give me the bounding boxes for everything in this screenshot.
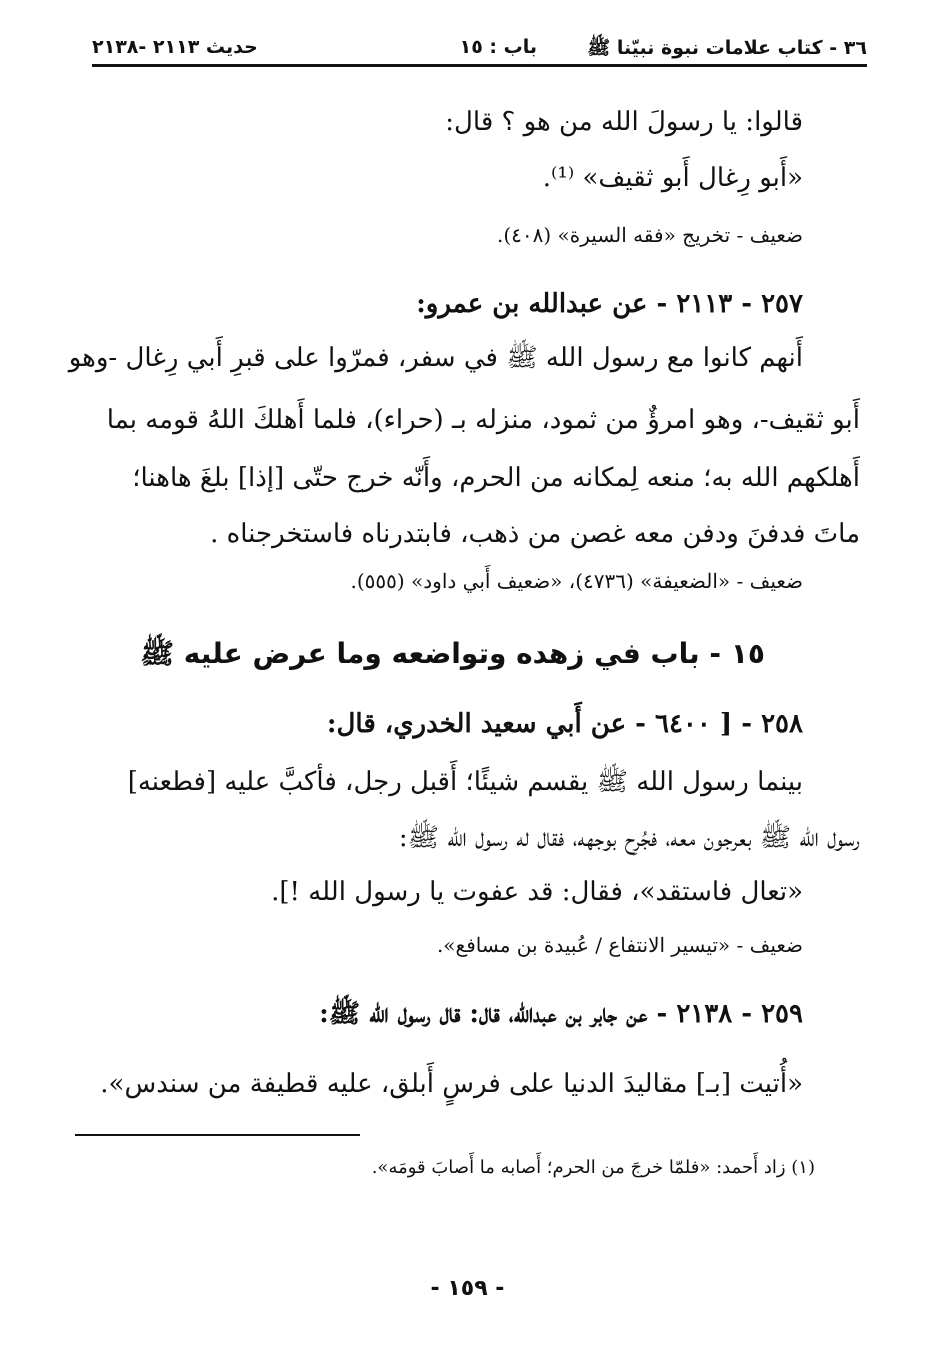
grading-line: ضعيف - «الضعيفة» (٤٧٣٦)، «ضعيف أَبي داود» (٥٥٥). <box>350 569 803 593</box>
grading-line: ضعيف - «تيسير الانتفاع / عُبيدة بن مسافع». <box>436 933 803 957</box>
text-line: ماتَ فدفنَ ودفن معه غصن من ذهب، فابتدرناه فاستخرجناه . <box>210 519 860 549</box>
header-book-title: ٣٦ - كتاب علامات نبوة نبيّنا ﷺ <box>587 37 867 59</box>
text-line: «تعال فاستقد»، فقال: قد عفوت يا رسول الله !]. <box>271 877 803 907</box>
text-line: «أُتيت [بـ] مقاليدَ الدنيا على فرسٍ أَبلق، عليه قطيفة من سندس». <box>100 1069 803 1099</box>
chapter-heading: ١٥ - باب في زهده وتواضعه وما عرض عليه ﷺ <box>140 637 765 670</box>
grading-line: ضعيف - تخريج «فقه السيرة» (٤٠٨). <box>496 223 803 247</box>
hadith-number-line: ٢٥٩ - ٢١٣٨ - عن جابر بن عبدالله، قال: قال رسول الله ﷺ: <box>319 999 803 1029</box>
footnote-divider <box>75 1134 360 1136</box>
text-line: أَنهم كانوا مع رسول الله ﷺ في سفر، فمرّوا على قبرِ أَبي رِغال -وهو <box>68 343 803 373</box>
text-line: أَهلكهم الله به؛ منعه لِمكانه من الحرم، وأَنّه خرج حتّى [إذا] بلغَ هاهنا؛ <box>132 463 860 493</box>
page-number: - ١٥٩ - <box>430 1276 505 1301</box>
header-chapter: باب : ١٥ <box>459 36 537 58</box>
text-line: قالوا: يا رسولَ الله من هو ؟ قال: <box>445 107 803 137</box>
text-line: رسول الله ﷺ بعرجون معه، فجُرِح بوجهه، فقال له رسول الله ﷺ: <box>398 823 860 853</box>
hadith-number-line: ٢٥٨ - [ ٦٤٠٠ - عن أَبي سعيد الخدري، قال: <box>326 709 803 739</box>
header-hadith-range: حديث ٢١١٣ -٢١٣٨ <box>92 36 258 58</box>
text-line: بينما رسول الله ﷺ يقسم شيئًا؛ أَقبل رجل، فأكبَّ عليه [فطعنه] <box>127 767 803 797</box>
running-header <box>92 30 867 67</box>
footnote: (١) زاد أَحمد: «فلمّا خرجَ من الحرم؛ أَصابه ما أَصابَ قومَه». <box>371 1157 815 1178</box>
hadith-number-line: ٢٥٧ - ٢١١٣ - عن عبدالله بن عمرو: <box>416 289 803 319</box>
text-line: «أَبو رِغال أَبو ثقيف» ⁽¹⁾. <box>542 163 803 193</box>
text-line: أَبو ثقيف-، وهو امرؤٌ من ثمود، منزله بـ (حراء)، فلما أَهلكَ اللهُ قومه بما <box>106 405 860 435</box>
